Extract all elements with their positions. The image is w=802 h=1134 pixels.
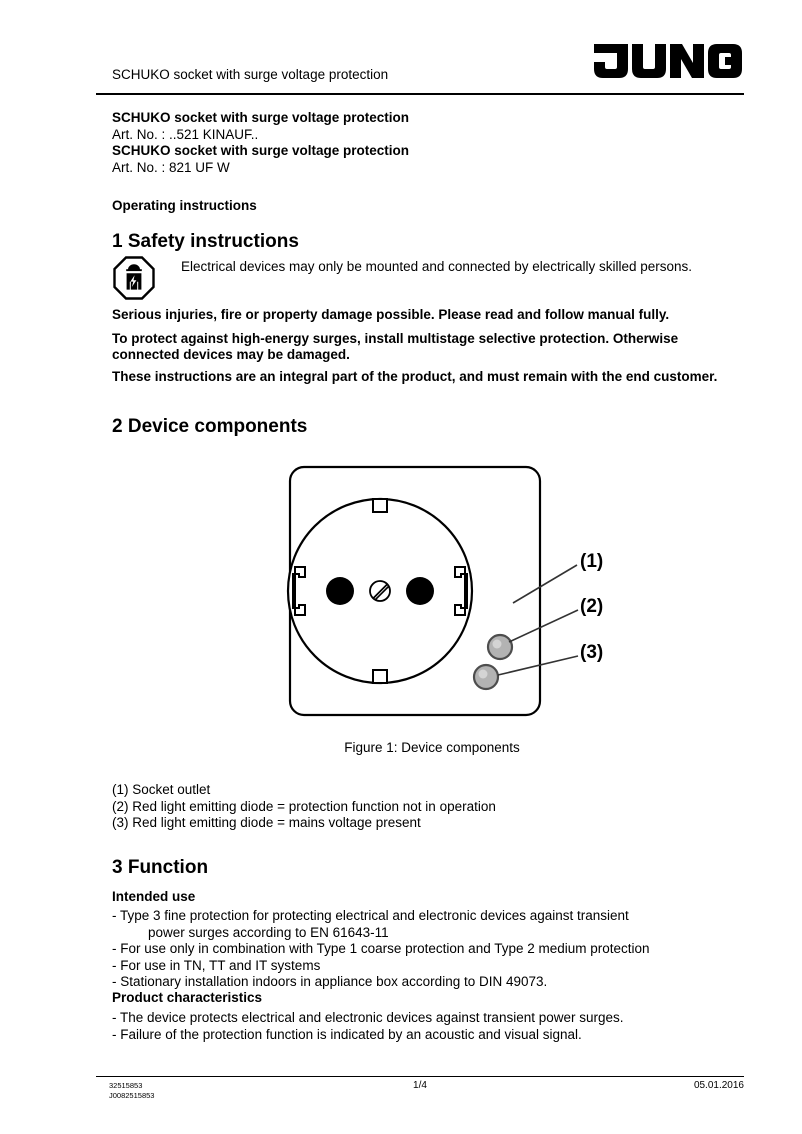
callout-label-1: (1) (580, 551, 604, 572)
page-header (96, 44, 744, 96)
jung-logo (592, 44, 744, 78)
characteristics-item-2: - Failure of the protection function is indicated by an acoustic and visual signal. (112, 1026, 582, 1042)
intended-use-item-1-cont: power surges according to EN 61643-11 (148, 924, 389, 940)
footer-divider (96, 1076, 744, 1077)
product-characteristics-heading: Product characteristics (112, 990, 263, 1005)
intended-use-item-2: - For use only in combination with Type 1 coarse protection and Type 2 medium protection (112, 941, 650, 956)
socket-pin-hole-right (406, 577, 434, 605)
device-components-heading: 2 Device components (112, 416, 308, 437)
product-art-no-2: Art. No. : 821 UF W (112, 159, 230, 175)
safety-warning-3: These instructions are an integral part of the product, and must remain with the end customer. (112, 369, 718, 384)
safety-heading: 1 Safety instructions (112, 231, 299, 252)
product-art-no-1: Art. No. : ..521 KINAUF.. (112, 126, 259, 142)
safety-icon-note: Electrical devices may only be mounted and connected by electrically skilled persons. (181, 259, 693, 274)
running-header-title: SCHUKO socket with surge voltage protection (112, 67, 389, 82)
footer-doc-number: 32515853 (109, 1081, 143, 1090)
safety-warning-1: Serious injuries, fire or property damage possible. Please read and follow manual fully. (112, 307, 670, 322)
document-type-label: Operating instructions (112, 198, 257, 213)
header-divider (96, 93, 744, 95)
legend-item-3: (3) Red light emitting diode = mains voltage present (112, 815, 421, 830)
safety-warning-2: To protect against high-energy surges, install multistage selective protection. Otherwise connected devices may be damaged. (112, 331, 679, 362)
callout-label-3: (3) (580, 642, 604, 663)
legend-item-1: (1) Socket outlet (112, 782, 211, 797)
characteristics-item-1: - The device protects electrical and electronic devices against transient power surges. (112, 1010, 624, 1025)
product-name-2: SCHUKO socket with surge voltage protection (112, 143, 410, 158)
figure-caption: Figure 1: Device components (344, 740, 520, 755)
socket-pin-hole-left (326, 577, 354, 605)
intended-use-item-1 (112, 908, 752, 941)
intended-use-item-3: - For use in TN, TT and IT systems (112, 957, 321, 973)
electrician-warning-icon (113, 256, 155, 300)
legend-item-2: (2) Red light emitting diode = protection function not in operation (112, 798, 496, 814)
footer-date: 05.01.2016 (693, 1080, 744, 1091)
callout-label-2: (2) (580, 596, 604, 617)
function-heading: 3 Function (112, 857, 209, 878)
footer-doc-number-alt: J0082515853 (109, 1090, 155, 1100)
footer-page-number: 1/4 (413, 1080, 427, 1091)
intended-use-item-4: - Stationary installation indoors in appliance box according to DIN 49073. (112, 974, 548, 989)
intended-use-heading: Intended use (112, 889, 196, 904)
device-components-figure (112, 455, 752, 730)
page-footer (96, 1081, 744, 1109)
intended-use-item-1-main: - Type 3 fine protection for protecting electrical and electronic devices against transient (112, 908, 629, 923)
product-name-1: SCHUKO socket with surge voltage protection (112, 110, 410, 125)
